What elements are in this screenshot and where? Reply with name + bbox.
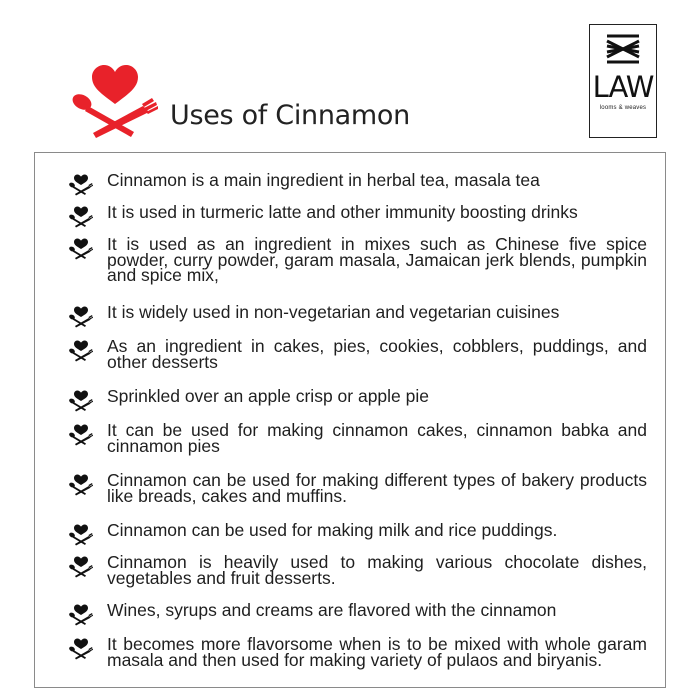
list-item-text: Cinnamon is a main ingredient in herbal tea, masala tea	[107, 170, 540, 190]
list-item	[69, 170, 647, 190]
heart-spoon-fork-icon	[69, 604, 93, 626]
list-item-text: It is used in turmeric latte and other immunity boosting drinks	[107, 202, 578, 222]
list-item-text: It can be used for making cinnamon cakes, cinnamon babka and cinnamon pies	[107, 420, 647, 456]
uses-panel	[34, 152, 666, 688]
list-item	[69, 634, 647, 670]
heart-spoon-fork-icon	[69, 238, 93, 260]
heart-spoon-fork-icon	[69, 424, 93, 446]
brand-logo	[589, 24, 657, 138]
heart-spoon-fork-icon	[69, 390, 93, 412]
heart-spoon-fork-icon	[72, 64, 158, 140]
heart-spoon-fork-icon	[69, 206, 93, 228]
list-item-text: Cinnamon can be used for making different types of bakery products like breads, cakes and muffins.	[107, 470, 647, 506]
list-item-text: Cinnamon is heavily used to making various chocolate dishes, vegetables and fruit desserts.	[107, 552, 647, 588]
heart-spoon-fork-icon	[69, 174, 93, 196]
list-item-text: It is used as an ingredient in mixes such as Chinese five spice powder, curry powder, garam masala, Jamaican jerk blends, pumpkin and spice mix,	[107, 234, 647, 285]
list-item	[69, 386, 647, 406]
list-item-text: Wines, syrups and creams are flavored with the cinnamon	[107, 600, 557, 620]
list-item	[69, 420, 647, 456]
list-item	[69, 302, 647, 322]
list-item	[69, 520, 647, 540]
woven-pattern-icon	[605, 33, 641, 65]
list-item	[69, 552, 647, 588]
list-item-text: Sprinkled over an apple crisp or apple pie	[107, 386, 429, 406]
page-title: Uses of Cinnamon	[170, 100, 410, 131]
heart-spoon-fork-icon	[69, 340, 93, 362]
brand-tagline: looms & weaves	[599, 105, 647, 111]
list-item-text: It is widely used in non-vegetarian and vegetarian cuisines	[107, 302, 560, 322]
heart-spoon-fork-icon	[69, 638, 93, 660]
list-item-text: It becomes more flavorsome when is to be mixed with whole garam masala and then used for making variety of pulaos and biryanis.	[107, 634, 647, 670]
list-item	[69, 470, 647, 506]
list-item	[69, 234, 647, 285]
heart-spoon-fork-icon	[69, 474, 93, 496]
heart-spoon-fork-icon	[69, 556, 93, 578]
list-item-text: As an ingredient in cakes, pies, cookies, cobblers, puddings, and other desserts	[107, 336, 647, 372]
list-item	[69, 600, 647, 620]
list-item	[69, 336, 647, 372]
brand-name: LAW	[592, 70, 654, 104]
list-item	[69, 202, 647, 222]
heart-spoon-fork-icon	[69, 524, 93, 546]
heart-spoon-fork-icon	[69, 306, 93, 328]
list-item-text: Cinnamon can be used for making milk and rice puddings.	[107, 520, 558, 540]
